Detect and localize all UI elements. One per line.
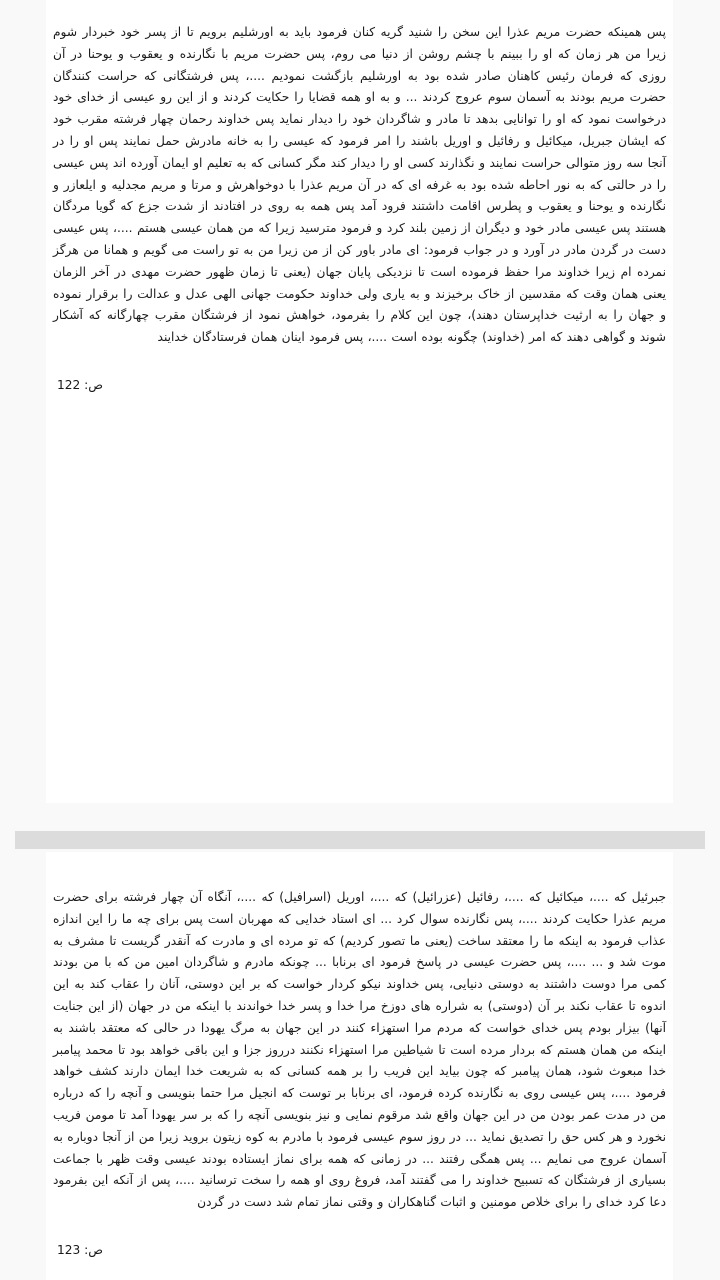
page-body-text: پس همینکه حضرت مریم عذرا این سخن را شنید گریه کنان فرمود باید به اورشلیم برویم تا از پسر خود خبردار شوم زیرا من هر زمان که او را ببینم با چشم روشن از دنیا می روم، پس حضرت مریم با نگارنده و یعقوب و یوحنا در آن روزی که فرمان رئیس کاهنان صادر شده بود به اورشلیم بازگشت نمودیم ....، پس فرشتگانی که حراست کنندگان حضرت مریم بودند به آسمان سوم عروج کردند ... و به او همه قضایا را حکایت کردند و از این رو عیسی از خدای خود درخواست نمود که او را توانایی بدهد تا مادر و شاگردان خود را دیدار نماید پس خداوند رحمان چهار فرشته مقرب خود که ایشان جبریل، میکائیل و رفائیل و اوریل باشند را امر فرمود که عیسی را به خانه مادرش حمل نمایند پس او را در آنجا سه روز متوالی حراست نمایند و نگذارند کسی او را دیدار کند مگر کسانی که به تعلیم او ایمان آورده اند پس عیسی را در حالتی که به نور احاطه شده بود به غرفه ای که در آن مریم عذرا با دوخواهرش و مرتا و مریم مجدلیه و ایلعازر و نگارنده و یوحنا و یعقوب و پطرس اقامت داشتند فرود آمد پس همه به روی در افتادند از شدت جزع که گویا مردگان هستند پس عیسی مادر خود و دیگران از زمین بلند کرد و فرمود مترسید زیرا که من همان عیسی هستم ....، پس عیسی دست در گردن مادر در آورد و در جواب فرمود: ای مادر باور کن از من زیرا من به تو راست می گویم و همانا من هرگز نمرده ام زیرا خداوند مرا حفظ فرموده است تا نزدیکی پایان جهان (یعنی تا زمان ظهور حضرت مهدی در آخر الزمان یعنی همان وقت که مقدسین از خاک برخیزند و به یاری ولی خداوند حکومت جهانی الهی عدل و عدالت را برقرار نموده و جهان را به ارثیت خداپرستان دهند)، چون این کلام را بفرمود، خواهش نمود از فرشتگان مقرب چهارگانه که آشکار شوند و گواهی دهند که امر (خداوند) چگونه بوده است ....، پس فرمود اینان همان فرستادگان خدایند <box>53 25 666 345</box>
page-number-label: ص: 123 <box>57 1242 103 1257</box>
page-number-label: ص: 122 <box>57 377 103 392</box>
document-page-122 <box>46 0 673 803</box>
document-page-123 <box>46 852 673 1280</box>
page-body-text: جبرئیل که ....، میکائیل که ....، رفائیل (عزرائیل) که ....، اوریل (اسرافیل) که ....، آنگاه آن چهار فرشته برای حضرت مریم عذرا حکایت کردند ....، پس نگارنده سوال کرد ... ای استاد خدایی که مهربان است پس برای چه ما را این اندازه عذاب فرمود به اینکه ما را معتقد ساخت (یعنی ما تصور کردیم) که تو مرده ای و مادرت که آنقدر گریست تا مشرف به موت شد و ... ....، پس حضرت عیسی در پاسخ فرمود ای برنابا ... چونکه مادرم و شاگردان امین من که با من بودند کمی مرا دوست داشتند به دوستی دنیایی، پس خداوند نیکو کردار خواست که بر این دوستی، آنان را عقاب کند به این اندوه تا عقاب نکند بر آن (دوستی) به شراره های دوزخ مرا خدا و پسر خدا خواندند با اینکه من در جهان (از این جنایت آنها) بیزار بودم پس خدای خواست که مردم مرا استهزاء کنند در این جهان به مرگ یهودا در حالی که معتقد باشند به اینکه من همان هستم که بردار مرده است تا شیاطین مرا استهزاء نکنند درروز جزا و این باقی خواهد بود تا محمد پیامبر خدا مبعوث شود، همان پیامبر که چون بیاید این فریب را بر همه کسانی که به شریعت خدا ایمان دارند کشف خواهد فرمود ....، پس عیسی روی به نگارنده کرده فرمود، ای برنابا بر توست که انجیل مرا حتما بنویسی و آنچه را که درباره من در مدت عمر بودن من در این جهان واقع شد مرقوم نمایی و نیز بنویسی آنچه را که بر سر یهودا آمد تا مومن فریب نخورد و هر کس حق را تصدیق نماید ... در روز سوم عیسی فرمود با مادرم به کوه زیتون بروید زیرا من از آنجا دوباره به آسمان عروج می نمایم ... پس همگی رفتند ... در زمانی که همه برای نماز ایستاده بودند عیسی وقت ظهر با جماعت بسیاری از فرشتگان که تسبیح خداوند را می گفتند آمد، فروغ روی او همه را سخت ترسانید ....، پس از آنکه این بفرمود دعا کرد خدای را برای خلاص مومنین و اثبات گناهکاران و وقتی نماز تمام شد دست در گردن <box>53 890 666 1210</box>
page-separator <box>15 831 705 849</box>
